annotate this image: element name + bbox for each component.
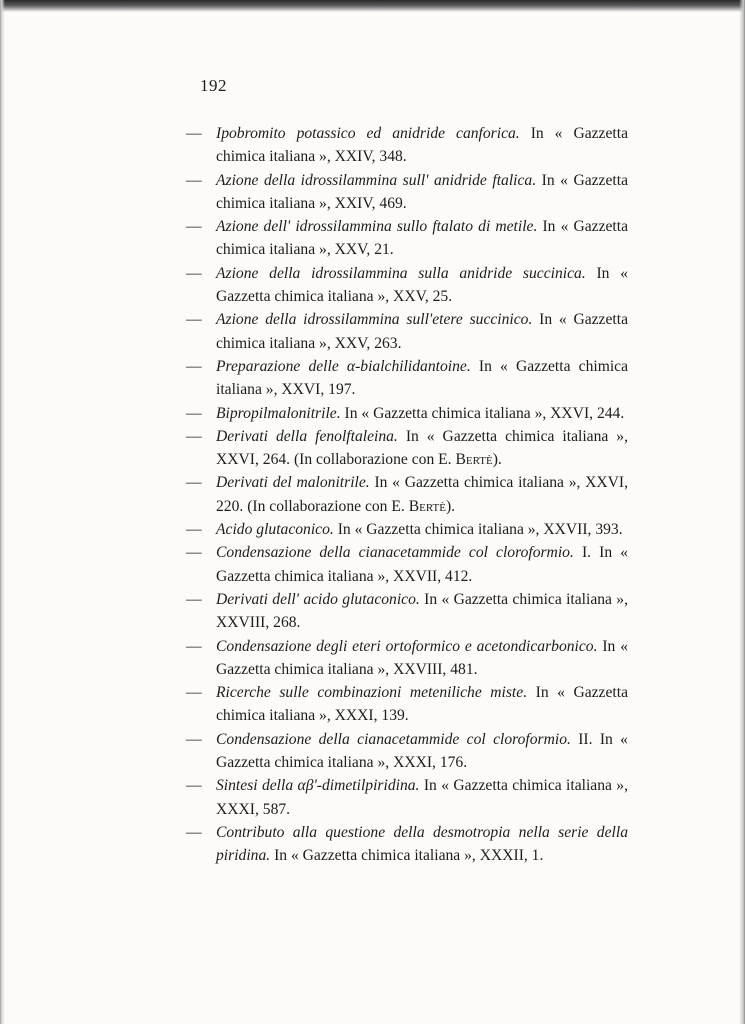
bibliography-entry — [186, 471, 628, 518]
entry-dash: — — [186, 404, 202, 422]
bibliography-entry — [186, 821, 628, 868]
entry-title: Ipobromito potassico ed anidride canforica. — [216, 125, 520, 142]
entry-dash: — — [186, 777, 202, 795]
entry-title: Derivati dell' acido glutaconico. — [216, 590, 420, 608]
entry-citation-tail: ). — [445, 497, 456, 515]
entry-title: Ricerche sulle combinazioni meteniliche miste. — [216, 684, 528, 702]
entry-title: Condensazione degli eteri ortoformico e acetondicarbonico. — [216, 637, 598, 655]
entry-title: Derivati del malonitrile. — [216, 474, 370, 492]
entry-title: Condensazione della cianacetammide col cloroformio. — [216, 544, 574, 562]
entry-dash: — — [186, 474, 202, 492]
entry-citation: In « Gazzetta chimica italiana », XXIV, 348. — [216, 125, 628, 166]
entry-dash: — — [186, 125, 202, 142]
entry-citation: In « Gazzetta chimica italiana », XXV, 25. — [216, 264, 628, 306]
entry-collaborator: Bertè — [455, 451, 493, 469]
bibliography-entry — [186, 588, 628, 635]
entry-title: Contributo alla questione della desmotropia nella serie della piridina. — [216, 823, 628, 865]
bibliography-entry — [186, 425, 628, 472]
entry-dash: — — [186, 311, 202, 329]
entry-citation: In « Gazzetta chimica italiana », XXVI, 264. (In collaborazione con E. — [216, 427, 628, 469]
bibliography-list — [186, 122, 628, 868]
entry-dash: — — [186, 684, 202, 702]
entry-title: Azione della idrossilammina sull' anidride ftalica. — [216, 171, 537, 189]
page-right-edge — [739, 0, 745, 1024]
entry-title: Derivati della fenolftaleina. — [216, 427, 398, 445]
bibliography-entry — [186, 774, 628, 821]
bibliography-entry — [186, 169, 628, 216]
entry-title: Acido glutaconico. — [216, 521, 334, 539]
entry-citation: In « Gazzetta chimica italiana », XXVI, 244. — [344, 404, 625, 422]
entry-citation: In « Gazzetta chimica italiana », XXXI, 587. — [216, 777, 629, 818]
bibliography-entry — [186, 355, 628, 402]
entry-dash: — — [186, 171, 202, 189]
entry-dash: — — [186, 730, 202, 748]
page-top-edge — [0, 0, 745, 12]
entry-citation: In « Gazzetta chimica italiana », XXVI, 220. (In collaborazione con E. — [216, 474, 628, 515]
entry-title: Azione della idrossilammina sull'etere succinico. — [216, 311, 533, 329]
entry-citation: In « Gazzetta chimica italiana », XXV, 263. — [216, 311, 628, 352]
entry-dash: — — [186, 590, 202, 608]
bibliography-entry — [186, 518, 628, 541]
entry-dash: — — [186, 357, 202, 375]
bibliography-entry — [186, 681, 628, 728]
bibliography-entry — [186, 728, 628, 775]
entry-citation: In « Gazzetta chimica italiana », XXVIII, 481. — [216, 637, 628, 678]
entry-dash: — — [186, 521, 202, 539]
entry-title: Preparazione delle α-bialchilidantoine. — [216, 357, 471, 375]
bibliography-entry — [186, 122, 628, 169]
entry-title: Condensazione della cianacetammide col cloroformio. — [216, 730, 571, 748]
page-left-edge — [0, 0, 5, 1024]
entry-dash: — — [186, 637, 202, 655]
entry-citation: I. In « Gazzetta chimica italiana », XXVII, 412. — [216, 544, 628, 585]
bibliography-entry — [186, 635, 628, 682]
entry-title: Azione della idrossilammina sulla anidride succinica. — [216, 264, 586, 282]
entry-title: Bipropilmalonitrile. — [216, 404, 341, 422]
bibliography-entry — [186, 308, 628, 355]
entry-citation: In « Gazzetta chimica italiana », XXV, 21. — [216, 218, 628, 259]
entry-citation: In « Gazzetta chimica italiana », XXXI, 139. — [216, 684, 628, 725]
entry-dash: — — [186, 264, 202, 282]
entry-title: Azione dell' idrossilammina sullo ftalato di metile. — [216, 218, 538, 236]
bibliography-entry — [186, 215, 628, 262]
entry-collaborator: Bertè — [408, 497, 446, 515]
entry-citation: In « Gazzetta chimica italiana », XXVIII, 268. — [216, 590, 628, 632]
entry-citation: In « Gazzetta chimica italiana », XXVI, 197. — [216, 357, 629, 399]
entry-citation-tail: ). — [492, 451, 502, 469]
entry-dash: — — [186, 218, 202, 236]
entry-citation: II. In « Gazzetta chimica italiana », XXXI, 176. — [216, 730, 628, 772]
entry-citation: In « Gazzetta chimica italiana », XXIV, 469. — [216, 171, 628, 212]
entry-dash: — — [186, 823, 202, 841]
entry-dash: — — [186, 544, 202, 562]
entry-title: Sintesi della αβ'-dimetilpiridina. — [216, 777, 420, 795]
bibliography-entry — [186, 262, 628, 309]
entry-citation: In « Gazzetta chimica italiana », XXVII, 393. — [337, 521, 623, 539]
entry-citation: In « Gazzetta chimica italiana », XXXII, 1. — [274, 847, 544, 865]
bibliography-entry — [186, 402, 628, 425]
entry-dash: — — [186, 427, 202, 445]
page-number: 192 — [200, 76, 227, 95]
bibliography-entry — [186, 541, 628, 588]
